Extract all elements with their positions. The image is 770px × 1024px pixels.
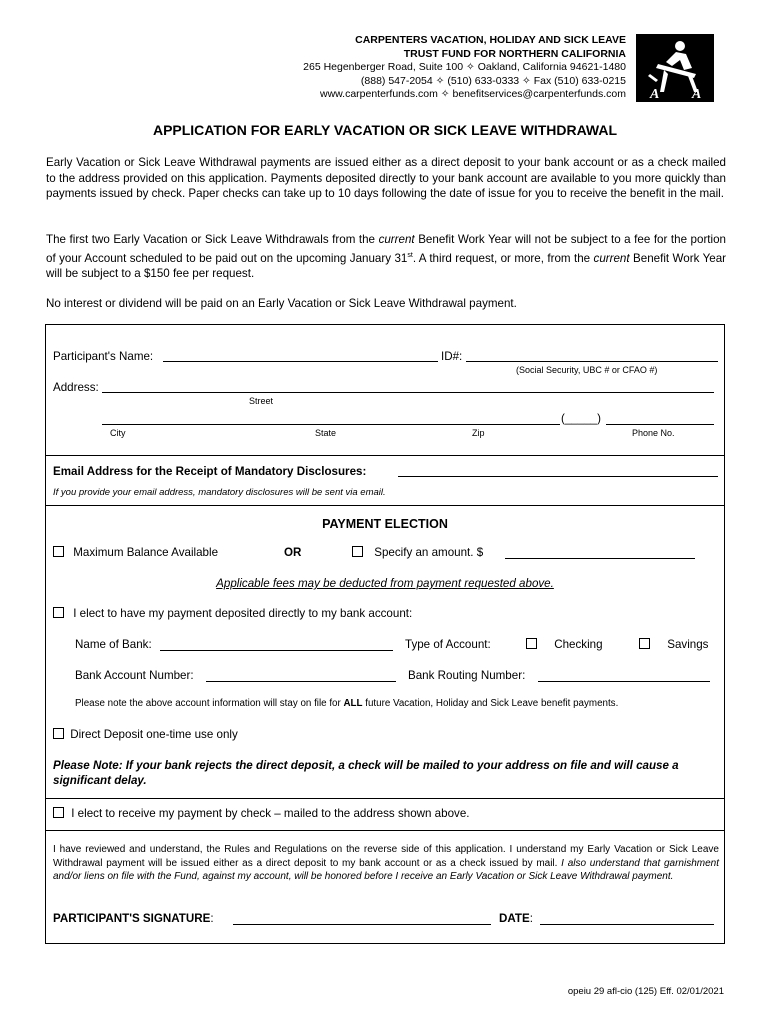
direct-deposit-option (53, 607, 412, 620)
carpenter-logo-icon (636, 34, 714, 102)
intro-paragraph-3: No interest or dividend will be paid on an Early Vacation or Sick Leave Withdrawal payment. (46, 297, 517, 310)
emphasis: ALL (343, 698, 363, 709)
check-option (53, 807, 470, 820)
max-balance-option (53, 546, 218, 559)
zip-label: Zip (472, 428, 485, 438)
city-state-zip-field[interactable] (102, 412, 560, 425)
payment-election-heading: PAYMENT ELECTION (322, 517, 448, 531)
id-field[interactable] (466, 349, 718, 362)
street-label: Street (249, 396, 274, 406)
text: future Vacation, Holiday and Sick Leave benefit payments. (362, 698, 619, 709)
direct-deposit-label: I elect to have my payment deposited directly to my bank account: (73, 607, 413, 620)
account-type-label: Type of Account: (405, 638, 491, 651)
fees-note: Applicable fees may be deducted from payment requested above. (216, 577, 554, 590)
check-checkbox[interactable] (53, 807, 64, 818)
divider (45, 798, 725, 799)
account-number-field[interactable] (206, 669, 396, 682)
signature-label: PARTICIPANT'S SIGNATURE (53, 912, 211, 925)
address-label: Address: (53, 381, 99, 394)
svg-text:A: A (650, 87, 660, 102)
bank-name-field[interactable] (160, 638, 393, 651)
participant-name-label: Participant's Name: (53, 350, 154, 363)
superscript: st (407, 251, 413, 259)
street-field[interactable] (102, 380, 714, 393)
phone-number-field[interactable] (606, 412, 714, 425)
participant-name-field[interactable] (163, 349, 438, 362)
signature-field[interactable] (233, 912, 491, 925)
intro-paragraph-1: Early Vacation or Sick Leave Withdrawal payments are issued either as a direct deposit to your bank account or as a check mailed to the address provided on this application. Payments deposited directly to your bank account are available to you more quickly than payments issued by check. Paper checks can take up to 10 days following the date of issue for you to receive the benefit in the mail. (46, 156, 726, 200)
city-label: City (110, 428, 126, 438)
one-time-label: Direct Deposit one-time use only (70, 728, 238, 741)
text: Please note the above account information will stay on file for (75, 698, 344, 709)
svg-text:A: A (692, 87, 702, 102)
id-label: ID#: (441, 350, 463, 363)
email-note: If you provide your email address, mandatory disclosures will be sent via email. (53, 487, 386, 498)
page-title: APPLICATION FOR EARLY VACATION OR SICK LEAVE WITHDRAWAL (152, 122, 618, 138)
checking-label: Checking (554, 638, 603, 651)
id-hint: (Social Security, UBC # or CFAO #) (516, 365, 658, 375)
max-balance-checkbox[interactable] (53, 546, 64, 557)
bank-reject-note: Please Note: If your bank rejects the direct deposit, a check will be mailed to your address on file and will cause a significant delay. (53, 759, 679, 787)
text: I have reviewed and understand, the Rules and Regulations on the reverse side of this application. I understand my Early Vacation or Sick Leave Withdrawal payment will be issued either as a direct deposit to my bank account or as a check issued by mail. (53, 844, 719, 869)
fund-header (303, 34, 626, 102)
date-row: DATE: (499, 912, 533, 925)
specify-amount-option (352, 546, 483, 559)
savings-checkbox[interactable] (639, 638, 650, 649)
org-web: www.carpenterfunds.com ✧ benefitservices@carpenterfunds.com (319, 88, 626, 100)
form-footer: opeiu 29 afl-cio (125) Eff. 02/01/2021 (567, 986, 724, 997)
routing-number-field[interactable] (538, 669, 710, 682)
direct-deposit-checkbox[interactable] (53, 607, 64, 618)
phone-area-code-field[interactable]: (_____) (561, 412, 601, 425)
savings-label: Savings (667, 638, 709, 651)
emphasis: I also understand that garnishment and/or liens on file with the Fund, against my account, will be honored before I receive an Early Vacation or Sick Leave Withdrawal payment. (53, 857, 719, 882)
one-time-option (53, 728, 238, 741)
account-number-label: Bank Account Number: (75, 669, 194, 682)
phone-label: Phone No. (632, 428, 675, 438)
state-label: State (315, 428, 337, 438)
text: Benefit Work Year will be subject to a $150 fee per request. (46, 251, 727, 280)
emphasis: current (378, 233, 415, 246)
emphasis: current (593, 251, 630, 265)
certification-text (53, 843, 719, 884)
text: Benefit Work Year will not be subject to a fee for the portion of your Account scheduled to be paid out on the upcoming January 31 (46, 233, 727, 265)
or-label: OR (284, 546, 302, 559)
date-label: DATE (499, 912, 530, 925)
date-field[interactable] (540, 912, 714, 925)
bank-name-label: Name of Bank: (75, 638, 152, 651)
check-option-label: I elect to receive my payment by check – mailed to the address shown above. (71, 807, 470, 820)
routing-number-label: Bank Routing Number: (408, 669, 526, 682)
one-time-checkbox[interactable] (53, 728, 64, 739)
checking-option (526, 638, 603, 651)
org-name-line2: TRUST FUND FOR NORTHERN CALIFORNIA (403, 47, 626, 60)
divider (45, 830, 725, 831)
specify-amount-checkbox[interactable] (352, 546, 363, 557)
text: . A third request, or more, from the (412, 251, 594, 265)
intro-paragraph-2 (46, 232, 726, 281)
org-name-line1: CARPENTERS VACATION, HOLIDAY AND SICK LEAVE (355, 34, 626, 46)
signature-row: PARTICIPANT'S SIGNATURE: (53, 912, 214, 925)
max-balance-label: Maximum Balance Available (73, 546, 219, 559)
checking-checkbox[interactable] (526, 638, 537, 649)
file-note (75, 698, 618, 709)
specify-amount-label: Specify an amount. $ (374, 546, 484, 559)
divider (45, 505, 725, 506)
email-label: Email Address for the Receipt of Mandatory Disclosures: (53, 465, 367, 478)
divider (45, 455, 725, 456)
text: The first two Early Vacation or Sick Leave Withdrawals from the (46, 233, 379, 246)
org-address: 265 Hegenberger Road, Suite 100 ✧ Oakland, California 94621-1480 (303, 61, 626, 73)
org-phones: (888) 547-2054 ✧ (510) 633-0333 ✧ Fax (510) 633-0215 (360, 74, 626, 87)
amount-field[interactable] (505, 546, 695, 559)
email-field[interactable] (398, 464, 718, 477)
savings-option (639, 638, 708, 651)
